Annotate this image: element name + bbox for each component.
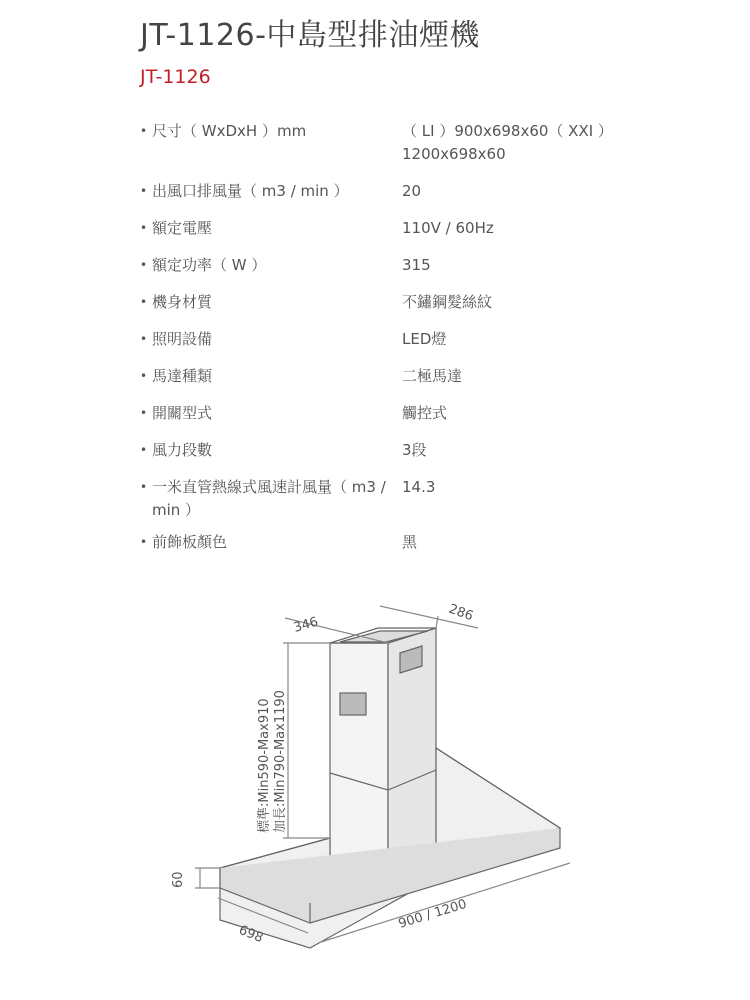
spec-row-panel-color bbox=[140, 531, 700, 554]
spec-label: 開關型式 bbox=[152, 404, 213, 422]
spec-row-material bbox=[140, 291, 700, 314]
spec-value: 不鏽鋼髮絲紋 bbox=[402, 293, 493, 311]
spec-row-speeds bbox=[140, 439, 700, 462]
dim-panel-width: 900 / 1200 bbox=[396, 896, 469, 932]
spec-label: 風力段數 bbox=[152, 441, 213, 459]
spec-label: 照明設備 bbox=[152, 330, 213, 348]
spec-row-switch bbox=[140, 402, 700, 425]
bullet-icon: • bbox=[140, 295, 148, 309]
dim-height-standard: 標準:Min590-Max910 bbox=[257, 698, 272, 833]
bullet-icon: • bbox=[140, 443, 148, 457]
dim-panel-thickness: 60 bbox=[171, 871, 186, 888]
page-title: JT-1126-中島型排油煙機 bbox=[140, 18, 480, 53]
spec-value: （ LI ）900x698x60（ XXI ）1200x698x60 bbox=[402, 122, 613, 163]
dim-depth-top: 286 bbox=[446, 601, 476, 625]
dim-panel-depth: 698 bbox=[236, 922, 266, 947]
spec-list bbox=[140, 120, 700, 568]
model-code: JT-1126 bbox=[140, 66, 211, 88]
bullet-icon: • bbox=[140, 124, 148, 138]
spec-row-airflow bbox=[140, 180, 700, 203]
spec-row-anemometer bbox=[140, 476, 700, 522]
spec-label: 馬達種類 bbox=[152, 367, 213, 385]
bullet-icon: • bbox=[140, 221, 148, 235]
spec-value: 14.3 bbox=[402, 478, 436, 496]
spec-value: 20 bbox=[402, 182, 422, 200]
bullet-icon: • bbox=[140, 406, 148, 420]
spec-value: 315 bbox=[402, 256, 431, 274]
spec-row-lighting bbox=[140, 328, 700, 351]
spec-value: 3段 bbox=[402, 441, 427, 459]
spec-row-power bbox=[140, 254, 700, 277]
spec-value: 黑 bbox=[402, 533, 418, 551]
spec-label: 出風口排風量（ m3 / min ） bbox=[152, 182, 349, 200]
bullet-icon: • bbox=[140, 535, 148, 549]
bullet-icon: • bbox=[140, 184, 148, 198]
bullet-icon: • bbox=[140, 480, 148, 494]
spec-value: 觸控式 bbox=[402, 404, 448, 422]
spec-label: 額定功率（ W ） bbox=[152, 256, 267, 274]
spec-row-size bbox=[140, 120, 700, 166]
spec-row-motor bbox=[140, 365, 700, 388]
spec-value: 二極馬達 bbox=[402, 367, 463, 385]
spec-label: 一米直管熱線式風速計風量（ m3 / min ） bbox=[152, 478, 386, 519]
bullet-icon: • bbox=[140, 369, 148, 383]
dim-height-extended: 加長:Min790-Max1190 bbox=[273, 690, 288, 833]
spec-value: 110V / 60Hz bbox=[402, 219, 494, 237]
spec-label: 前飾板顏色 bbox=[152, 533, 228, 551]
spec-row-voltage bbox=[140, 217, 700, 240]
hood-dimension-drawing bbox=[160, 598, 600, 988]
spec-label: 尺寸（ WxDxH ）mm bbox=[152, 122, 307, 140]
bullet-icon: • bbox=[140, 332, 148, 346]
dim-width-top: 346 bbox=[291, 614, 320, 636]
bullet-icon: • bbox=[140, 258, 148, 272]
spec-value: LED燈 bbox=[402, 330, 447, 348]
spec-label: 機身材質 bbox=[152, 293, 213, 311]
spec-label: 額定電壓 bbox=[152, 219, 213, 237]
